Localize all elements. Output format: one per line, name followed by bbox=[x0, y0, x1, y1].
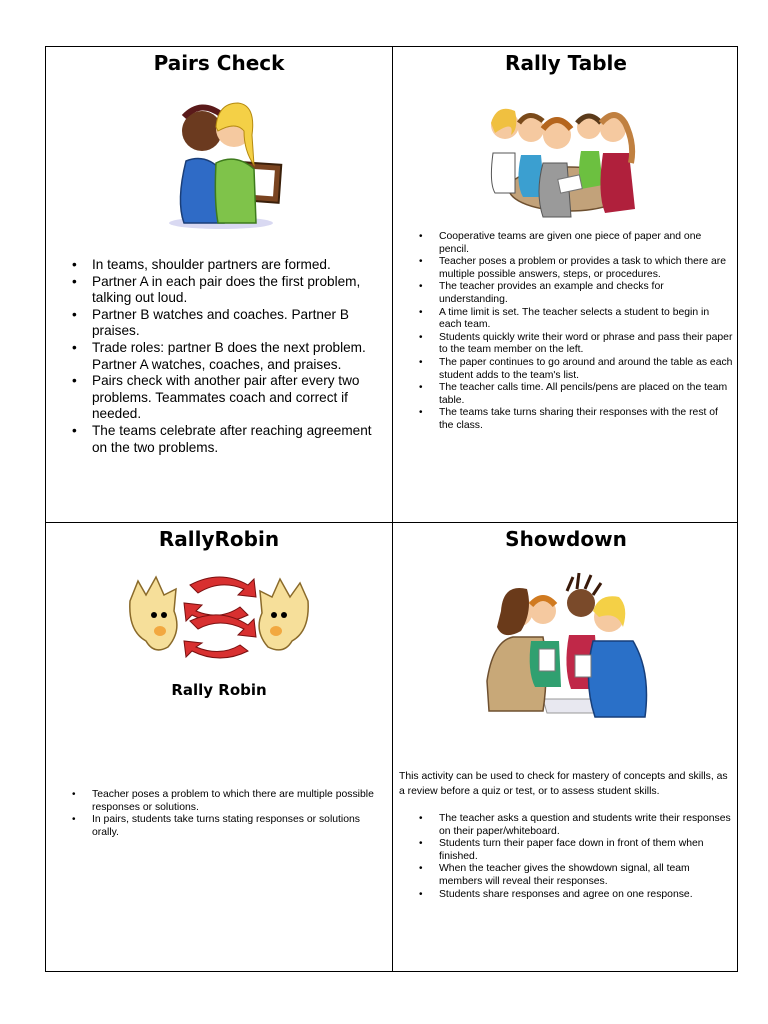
card-showdown bbox=[393, 523, 739, 972]
showdown-illustration bbox=[483, 571, 653, 723]
card-pairs-check bbox=[46, 47, 392, 522]
list-item: • Trade roles: partner B does the next problem. Partner A watches, coaches, and praises. bbox=[70, 340, 388, 373]
pairs-check-list bbox=[70, 257, 388, 456]
card-title: Rally Table bbox=[505, 51, 627, 75]
list-item: • Students quickly write their word or phrase and pass their paper to the team member on the left. bbox=[417, 332, 733, 357]
list-item: • Pairs check with another pair after every two problems. Teammates coach and correct if needed. bbox=[70, 373, 388, 423]
showdown-intro: This activity can be used to check for mastery of concepts and skills, as a review before a quiz or test, or to assess student skills. bbox=[399, 771, 728, 797]
list-item: • Partner A in each pair does the first problem, talking out loud. bbox=[70, 274, 388, 307]
logo-text: Rally Robin bbox=[171, 681, 267, 699]
list-item: • The teacher provides an example and checks for understanding. bbox=[417, 281, 733, 306]
list-item: • Students share responses and agree on one response. bbox=[417, 889, 733, 902]
list-item: • Cooperative teams are given one piece of paper and one pencil. bbox=[417, 231, 733, 256]
rally-table-illustration bbox=[485, 93, 645, 219]
pairs-illustration bbox=[156, 91, 286, 231]
list-item: • The teacher calls time. All pencils/pens are placed on the team table. bbox=[417, 382, 733, 407]
card-title: Pairs Check bbox=[153, 51, 285, 75]
card-title: Showdown bbox=[505, 527, 627, 551]
strategy-card-grid bbox=[45, 46, 738, 972]
list-item: • Teacher poses a problem to which there are multiple possible responses or solutions. bbox=[70, 789, 386, 814]
list-item: • Partner B watches and coaches. Partner B praises. bbox=[70, 307, 388, 340]
rally-robin-logo bbox=[124, 571, 314, 667]
list-item: • The teams celebrate after reaching agreement on the two problems. bbox=[70, 423, 388, 456]
showdown-list bbox=[417, 813, 733, 901]
rallyrobin-list bbox=[70, 789, 386, 839]
card-rallyrobin bbox=[46, 523, 392, 972]
list-item: • Students turn their paper face down in front of them when finished. bbox=[417, 838, 733, 863]
rally-table-list bbox=[417, 231, 733, 433]
list-item: • In pairs, students take turns stating responses or solutions orally. bbox=[70, 814, 386, 839]
list-item: • The teacher asks a question and students write their responses on their paper/whiteboard. bbox=[417, 813, 733, 838]
list-item: • In teams, shoulder partners are formed. bbox=[70, 257, 388, 274]
list-item: • A time limit is set. The teacher selects a student to begin in each team. bbox=[417, 307, 733, 332]
list-item: • The paper continues to go around and around the table as each student adds to the team's list. bbox=[417, 357, 733, 382]
list-item: • When the teacher gives the showdown signal, all team members will reveal their responses. bbox=[417, 863, 733, 888]
card-rally-table bbox=[393, 47, 739, 522]
list-item: • Teacher poses a problem or provides a task to which there are multiple possible answers, steps, or procedures. bbox=[417, 256, 733, 281]
card-title: RallyRobin bbox=[158, 527, 280, 551]
list-item: • The teams take turns sharing their responses with the rest of the class. bbox=[417, 407, 733, 432]
